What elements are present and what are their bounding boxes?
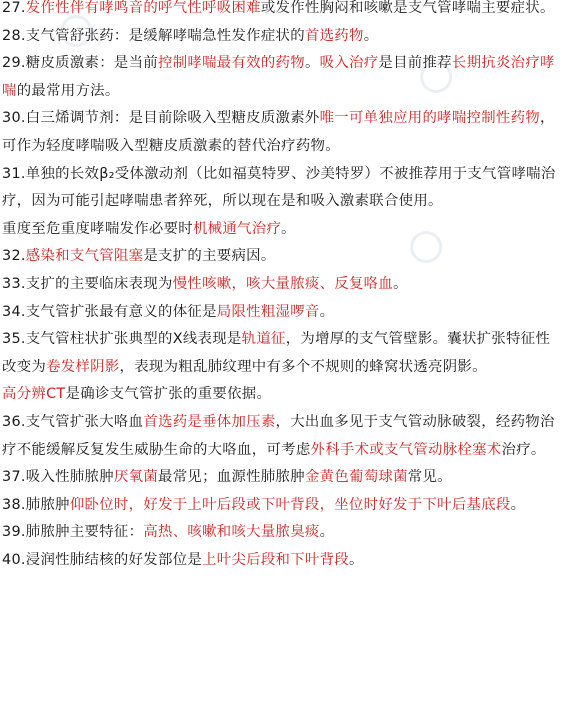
highlighted-text: 长期抗炎治疗哮喘 xyxy=(2,55,555,99)
highlighted-text: 感染和支气管阻塞 xyxy=(25,248,144,265)
text-segment: 40.浸润性肺结核的好发部位是 xyxy=(2,551,203,568)
text-segment: 。 xyxy=(319,303,335,320)
text-segment: ，大出血多见于支气管动脉破裂，经药物治疗不能缓解反复发生威胁生命的大咯血，可考虑 xyxy=(2,413,555,458)
text-segment: ，可作为轻度哮喘吸入型糖皮质激素的替代治疗药物。 xyxy=(2,110,555,154)
text-segment: 治疗。 xyxy=(501,441,546,458)
text-segment: 30.白三烯调节剂：是目前除吸入型糖皮质激素外 xyxy=(2,110,320,127)
text-segment: 29.糖皮质激素：是当前 xyxy=(2,55,159,72)
highlighted-text: 发作性伴有哮鸣音的呼气性呼吸困难 xyxy=(25,0,261,16)
highlighted-text: 吸入治疗 xyxy=(319,55,379,72)
text-segment: 。 xyxy=(281,220,296,237)
paragraph xyxy=(0,161,563,216)
paragraph xyxy=(0,299,563,327)
text-segment: 的最常用方法。 xyxy=(16,82,120,99)
text-segment: 31.单独的长效β₂受体激动剂（比如福莫特罗、沙美特罗）不被推荐用于支气管哮喘治疗，因为可能引起哮喘患者猝死，所以现在是和吸入激素联合使用。 xyxy=(2,165,556,210)
text-segment: 37.吸入性肺脓肿 xyxy=(2,469,114,486)
highlighted-text: 卷发样阴影 xyxy=(46,358,120,375)
highlighted-text: 轨道征 xyxy=(241,331,286,348)
text-segment: 是确诊支气管扩张的重要依据。 xyxy=(65,386,272,403)
paragraph xyxy=(0,381,563,409)
paragraph xyxy=(0,0,563,23)
paragraph xyxy=(0,216,563,244)
text-segment: 27. xyxy=(2,0,26,16)
text-segment: 常见。 xyxy=(407,469,452,486)
paragraph xyxy=(0,547,563,575)
paragraph xyxy=(0,326,563,381)
text-segment: 34.支气管扩张最有意义的体征是 xyxy=(2,303,217,320)
highlighted-text: 控制哮喘最有效的药物 xyxy=(158,55,305,72)
text-segment: 是目前推荐 xyxy=(378,55,452,72)
text-segment: 32. xyxy=(2,248,26,265)
highlighted-text: 外科手术或支气管动脉栓塞术 xyxy=(310,441,502,458)
highlighted-text: 厌氧菌 xyxy=(113,469,159,486)
highlighted-text: 首选药是垂体加压素 xyxy=(143,413,276,430)
text-segment: 36.支气管扩张大咯血 xyxy=(2,413,144,430)
paragraph xyxy=(0,492,563,520)
text-segment: 39.肺脓肿主要特征： xyxy=(2,524,144,541)
highlighted-text: 机械通气治疗 xyxy=(192,220,282,237)
text-segment: 。 xyxy=(304,55,320,72)
highlighted-text: 高分辨CT xyxy=(2,386,66,403)
text-segment: 。 xyxy=(393,275,408,292)
text-segment: 。 xyxy=(363,27,379,44)
text-segment: ，为增厚的支气管壁影。囊状扩张特征性改变为 xyxy=(2,331,551,375)
highlighted-text: 高热、咳嗽和咳大量脓臭痰 xyxy=(143,524,320,541)
paragraph xyxy=(0,243,563,271)
text-segment: 是支扩的主要病因。 xyxy=(143,248,276,265)
paragraph xyxy=(0,271,563,299)
text-segment: 最常见；血源性肺脓肿 xyxy=(158,469,305,486)
text-segment: 35.支气管柱状扩张典型的X线表现是 xyxy=(2,331,242,348)
paragraph xyxy=(0,50,563,105)
highlighted-text: 局限性粗湿啰音 xyxy=(216,303,320,320)
text-segment: 33.支扩的主要临床表现为 xyxy=(2,275,173,292)
highlighted-text: 慢性咳嗽，咳大量脓痰、反复咯血 xyxy=(172,275,394,292)
highlighted-text: 仰卧位时，好发于上叶后段或下叶背段，坐位时好发于下叶后基底段 xyxy=(69,496,511,513)
paragraph xyxy=(0,519,563,547)
text-segment: 。 xyxy=(510,496,526,513)
highlighted-text: 首选药物 xyxy=(304,27,364,44)
text-segment: 重度至危重度哮喘发作必要时 xyxy=(2,220,193,237)
paragraph xyxy=(0,105,563,160)
text-segment: 28.支气管舒张药：是缓解哮喘急性发作症状的 xyxy=(2,27,305,44)
highlighted-text: 金黄色葡萄球菌 xyxy=(304,469,408,486)
text-segment: 38.肺脓肿 xyxy=(2,496,70,513)
highlighted-text: 唯一可单独应用的哮喘控制性药物 xyxy=(319,110,540,127)
text-segment: 或发作性胸闷和咳嗽是支气管哮喘主要症状。 xyxy=(260,0,555,16)
paragraph xyxy=(0,409,563,464)
text-segment: ，表现为粗乱肺纹理中有多个不规则的蜂窝状透亮阴影。 xyxy=(119,358,487,375)
text-segment: 。 xyxy=(319,524,335,541)
paragraph xyxy=(0,23,563,51)
text-segment: 。 xyxy=(349,551,364,568)
highlighted-text: 上叶尖后段和下叶背段 xyxy=(202,551,349,568)
paragraph xyxy=(0,464,563,492)
